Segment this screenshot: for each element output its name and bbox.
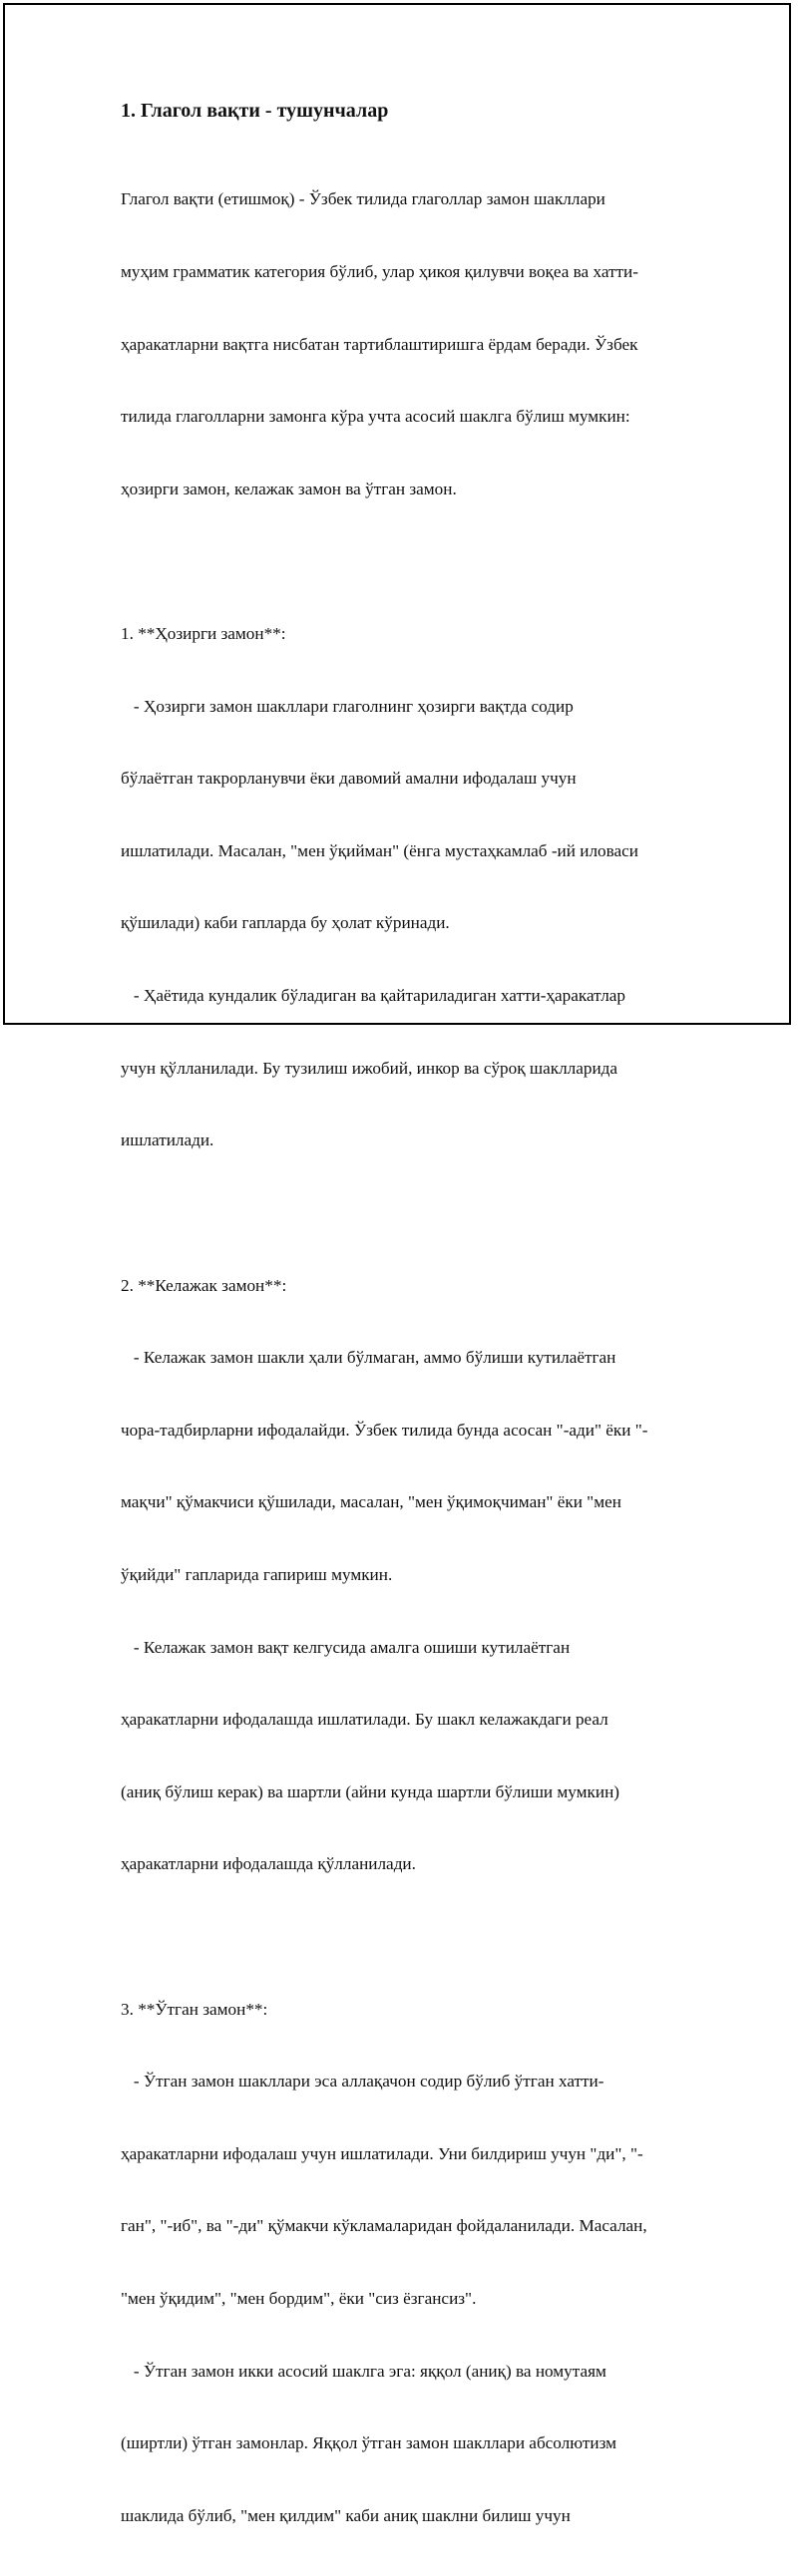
text-line: ҳаракатларни ифодалашда ишлатилади. Бу шакл келажакдаги реал bbox=[121, 1710, 608, 1730]
text-line: - Ўтган замон шакллари эса аллақачон содир бўлиб ўтган хатти- bbox=[121, 2072, 604, 2092]
text-line: ишлатилади. Масалан, "мен ўқийман" (ёнга мустаҳкамлаб -ий иловаси bbox=[121, 840, 638, 860]
text-line: қўшилади) каби гапларда бу ҳолат кўринади. bbox=[121, 913, 450, 933]
section-past-tense bbox=[121, 1949, 699, 2576]
section-present-tense bbox=[121, 574, 699, 1201]
text-line: - Келажак замон шакли ҳали бўлмаган, аммо бўлиши кутилаётган bbox=[121, 1348, 616, 1368]
paragraph-gap bbox=[121, 1925, 699, 1949]
text-line: ишлатилади. bbox=[121, 1130, 214, 1150]
document-title: 1. Глагол вақти - тушунчалар bbox=[121, 100, 389, 122]
text-line: шаклида бўлиб, "мен қилдим" каби аниқ шаклни билиш учун bbox=[121, 2505, 571, 2525]
text-line: - Келажак замон вақт келгусида амалга ошиши кутилаётган bbox=[121, 1637, 571, 1657]
text-line: - Ўтган замон икки асосий шаклга эга: яққол (аниқ) ва номутаям bbox=[121, 2361, 606, 2381]
text-line: мақчи" қўмакчиси қўшилади, масалан, "мен ўқимоқчиман" ёки "мен bbox=[121, 1492, 621, 1512]
section-future-tense bbox=[121, 1225, 699, 1925]
text-line: бўлаётган такрорланувчи ёки давомий амални ифодалаш учун bbox=[121, 769, 577, 789]
section-heading: 3. **Ўтган замон**: bbox=[121, 1999, 268, 2019]
text-line: Глагол вақти (етишмоқ) - Ўзбек тилида глаголлар замон шакллари bbox=[121, 189, 605, 209]
text-line: - Ҳозирги замон шакллари глаголнинг ҳозирги вақтда содир bbox=[121, 696, 574, 716]
text-line: ўқийди" гапларида гапириш мумкин. bbox=[121, 1564, 393, 1584]
text-line: (аниқ бўлиш керак) ва шартли (айни кунда шартли бўлиши мумкин) bbox=[121, 1781, 620, 1801]
text-line: тилида глаголларни замонга кўра учта асосий шаклга бўлиш мумкин: bbox=[121, 407, 630, 427]
paragraph-gap bbox=[121, 1201, 699, 1225]
text-line: чора-тадбирларни ифодалайди. Ўзбек тилида бунда асосан "-ади" ёки "- bbox=[121, 1420, 648, 1440]
document-content bbox=[121, 97, 699, 2576]
text-line: ҳаракатларни ифодалаш учун ишлатилади. Уни билдириш учун "ди", "- bbox=[121, 2143, 643, 2163]
text-line: ҳозирги замон, келажак замон ва ўтган замон. bbox=[121, 479, 457, 498]
text-line: ҳаракатларни ифодалашда қўлланилади. bbox=[121, 1854, 416, 1874]
text-line: "мен ўқидим", "мен бордим", ёки "сиз ёзгансиз". bbox=[121, 2289, 477, 2309]
intro-paragraph bbox=[121, 140, 699, 549]
text-line: муҳим грамматик категория бўлиб, улар ҳикоя қилувчи воқеа ва хатти- bbox=[121, 262, 638, 282]
text-line: ган", "-иб", ва "-ди" қўмакчи кўкламаларидан фойдаланилади. Масалан, bbox=[121, 2216, 647, 2236]
paragraph-gap bbox=[121, 549, 699, 573]
section-heading: 2. **Келажак замон**: bbox=[121, 1275, 287, 1295]
text-line: (ширтли) ўтган замонлар. Яққол ўтган замон шакллари абсолютизм bbox=[121, 2433, 617, 2453]
text-line: учун қўлланилади. Бу тузилиш ижобий, инкор ва сўроқ шаклларида bbox=[121, 1058, 618, 1078]
section-heading: 1. **Ҳозирги замон**: bbox=[121, 624, 286, 644]
text-line: - Ҳаётида кундалик бўладиган ва қайтариладиган хатти-ҳаракатлар bbox=[121, 986, 626, 1006]
text-line: ҳаракатларни вақтга нисбатан тартиблаштиришга ёрдам беради. Ўзбек bbox=[121, 334, 638, 354]
document-page bbox=[3, 3, 791, 2525]
